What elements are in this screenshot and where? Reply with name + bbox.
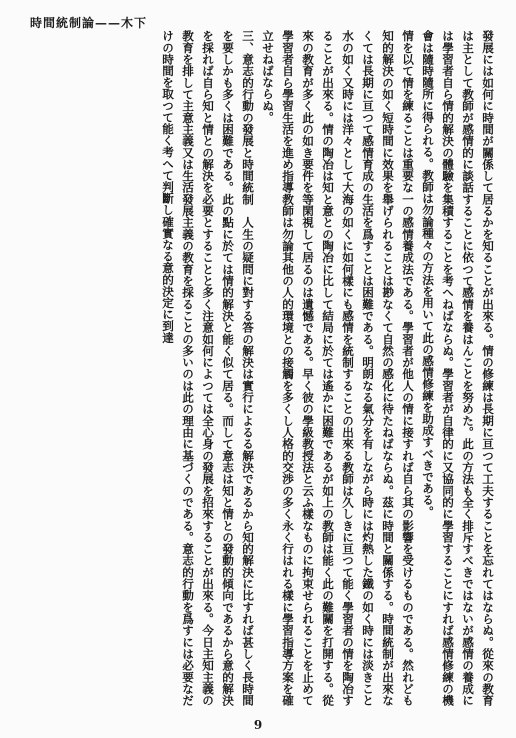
paragraph-2: 情を以て情を練ることは重要な一の感情養成法である。學習者が他人の情に接すれば自ら其の影響を受けるものである。然れども知的解決の如く短時間に效果を舉げられることは尠なくて自然の感化に待たねばならぬ。茲に時間と關係する。時間統制が出來なくては長期に亘つて感情育成の生活を爲すことは困難である。明朗なる氣分を有しながら時には灼熱した鐵の如く時には淡きこと水の如く又時には洋々として大海の如くに如何樣にも感情を統制することの出來る教師は久しきに亘つて能く學習者の情を陶冶することが出來る。情の陶冶は知と意との陶冶に比して結局に於ては遙かに困難であるが如上の教師は能く此の難關を打開する。從來の教育が多く此の如き要件を等閑視して居るのは遺憾である。早く彼の學級教授法と云ふ樣なものに拘束せられることを止めて學習者自ら學習生活を進め指導教師は勿論其他の人的環境との接觸を多くし人格的交渉の多く永く行はれる樣に學習指導方案を確立せねばならぬ。: [261, 30, 415, 706]
body-text: [18, 30, 498, 706]
page-number: 9: [253, 718, 263, 732]
paragraph-1: 發展には如何に時間が關係して居るかを知ることが出來る。情の修練は長期に亘つて工夫することを忘れてはならぬ。從來の教育は主として教師が感情的に談話することに依つて感情を養はんことを努めた。此の方法も全く排斥すべきではないが感情の養成には學習者自ら情的解決の體驗を集積することを考へねばならぬ。學習者が自律的に又協同的に學習することにすれば感情修練の機會は隨時隨所に得られる。教師は勿論種々の方法を用いて此の感情修練を助成すべきである。: [421, 30, 495, 706]
section-heading: 三、意志的行動の發展と時間統制: [241, 30, 255, 205]
section-text: 人生の疑問に對する答の解決は實行によるる解決であるから知的解決に比すれば甚しく長時間を要しかも多くは困難である。此の點に於ては情的解決と能く似て居る。而して意志は知と情との發動的傾向であるから意的解決を採れば自ら知と情との解決を必要とすることと多く注意如何によつては全心身の發展を招來することが出來る。今日主知主義の教育を排して主意主義又は生活發展主義の教育を採ることの多いのは此の理由に基づくのである。意志的行動を爲すには必要なだけの時間を取つて能く考へて判斷し確實なる意的決定に到達: [161, 30, 255, 706]
running-head: 時間統制論——木下: [30, 16, 148, 30]
section-paragraph: [158, 30, 258, 706]
